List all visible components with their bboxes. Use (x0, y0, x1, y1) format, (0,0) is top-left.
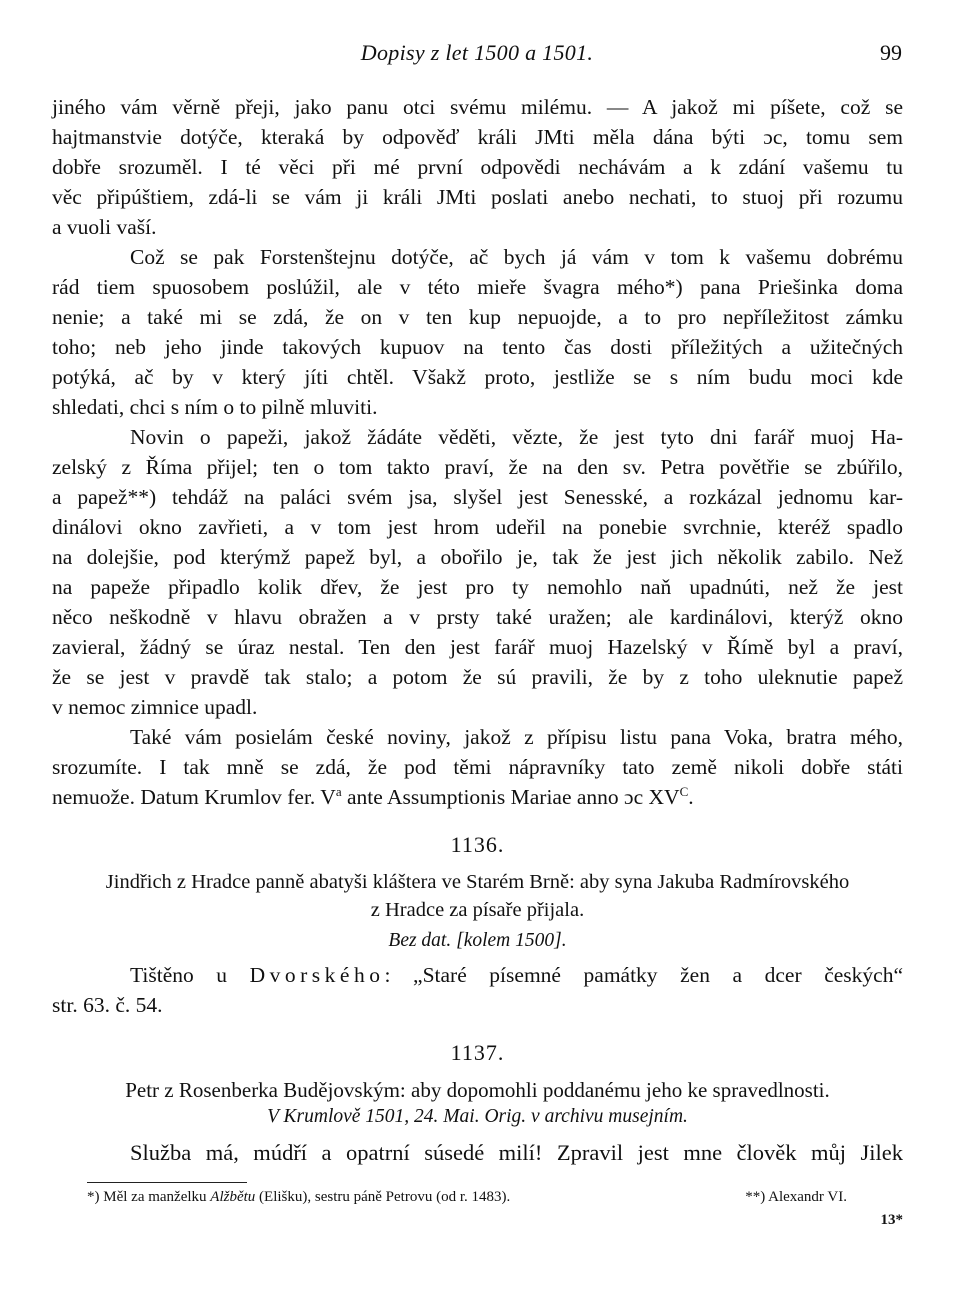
note-prefix: Tištěno u (130, 963, 250, 987)
text-line: nenie; a také mi se zdá, že on v ten kup nepuojde, a to pro nepříležitost zámku (52, 305, 903, 329)
page-header (52, 40, 902, 72)
text-line: srozumíte. I tak mně se zdá, že pod těmi nápravníky tato země nikoli dobře státi (52, 755, 903, 779)
footnote-2: **) Alexandr VI. (745, 1189, 847, 1205)
superscript: a (335, 783, 342, 799)
dated-closing-line (52, 782, 903, 812)
footnote-text: *) Měl za manželku (87, 1189, 211, 1205)
superscript: C (679, 783, 689, 799)
text-line: Což se pak Forstenštejnu dotýče, ač bych já vám v tom k vašemu dobrému (130, 245, 903, 269)
text-line: zavieral, žádný se úraz nestal. Ten den jest farář muoj Hazelský v Římě byl a praví, (52, 635, 903, 659)
paragraph-4 (52, 722, 903, 812)
paragraph-3 (52, 422, 903, 722)
text-line: rád tiem spuosobem poslúžil, ale v této mieře švagra mého*) pana Priešinka doma (52, 275, 903, 299)
title-line: z Hradce za písaře přijala. (370, 899, 585, 921)
footnote-1 (87, 1189, 510, 1205)
paragraph-2 (52, 242, 903, 422)
text-line: že se jest v pravdě tak stalo; a potom že sú pravili, že by z toho uleknutie papež (52, 665, 903, 689)
text-line: zelský z Říma přijel; ten o tom takto praví, že na den sv. Petra povětřie se zbúřilo, (52, 455, 903, 479)
paragraph-opening (52, 1138, 903, 1168)
text-line: v nemoc zimnice upadl. (52, 695, 258, 719)
printer-signature-mark: 13* (880, 1212, 903, 1228)
closing-text: nemuože. Datum Krumlov fer. V (52, 785, 336, 809)
running-title: Dopisy z let 1500 a 1501. (360, 40, 594, 65)
text-line: Služba má, múdří a opatrní súsedé milí! Zpravil jest mne člověk můj Jilek (130, 1140, 903, 1165)
footnote-rule (87, 1182, 247, 1183)
print-note (52, 960, 903, 1020)
closing-text: ante Assumptionis Mariae anno ɔc XV (341, 785, 680, 809)
footnote-text: (Elišku), sestru páně Petrovu (od r. 1483). (255, 1189, 511, 1205)
section-meta-1136: Bez dat. [kolem 1500]. (388, 930, 567, 951)
paragraph-1 (52, 92, 903, 242)
text-line: jiného vám věrně přeji, jako panu otci svému milému. — A jakož mi píšete, což se (52, 95, 903, 119)
letter-1135-body (52, 92, 903, 812)
page-number: 99 (880, 40, 902, 65)
section-title-1137: Petr z Rosenberka Budějovským: aby dopomohli poddanému jeho ke spravedlnosti. (125, 1078, 830, 1102)
section-meta-1137: V Krumlově 1501, 24. Mai. Orig. v archivu musejním. (267, 1106, 688, 1127)
text-line: a vuoli vaší. (52, 215, 157, 239)
text-line: dobře srozuměl. I té věci při mé první odpovědi nechávám a k zdání vašemu tu (52, 155, 903, 179)
text-line: hajtmanstvie dotýče, kteraká by odpověď králi JMti měla dána býti ɔc, tomu sem (52, 125, 903, 149)
footnote-name: Alžbětu (210, 1189, 256, 1205)
footnotes (87, 1186, 847, 1208)
text-line: věc připúštiem, zdá-li se vám ji králi JMti poslati anebo nechati, to stuoj při rozumu (52, 185, 903, 209)
text-line: str. 63. č. 54. (52, 993, 163, 1017)
text-line (52, 960, 903, 990)
letter-1137-opening (52, 1138, 903, 1168)
text-line: shledati, chci s ním o to pilně mluviti. (52, 395, 378, 419)
text-line: něco neškodně v hlavu obražen a v prsty také uražen; ale kardinálovi, kterýž okno (52, 605, 903, 629)
text-line: na dolejšie, pod kterýmž papež byl, a obořilo je, tak že jest jich několik zabilo. Než (52, 545, 903, 569)
text-line: Také vám posielám české noviny, jakož z přípisu listu pana Voka, bratra mého, (130, 725, 903, 749)
section-number-1137: 1137. (450, 1040, 505, 1065)
note-author: Dvorského (249, 963, 385, 987)
section-number-1136: 1136. (450, 832, 505, 857)
text-line: potýká, ač by v který jíti chtěl. Všakž proto, jestliže se s ním budu moci kde (52, 365, 903, 389)
text-line: dinálovi okno zavřieti, a v tom jest hrom udeřil na ponebie svrchnie, kteréž spadlo (52, 515, 903, 539)
text-line: Novin o papeži, jakož žádáte věděti, vězte, že jest tyto dni farář muoj Ha- (130, 425, 903, 449)
text-line: na papeže připadlo kolik dřev, že jest pro ty nemohlo naň upadnúti, než že jest (52, 575, 903, 599)
note-rest: : „Staré písemné památky žen a dcer českých“ (384, 963, 903, 987)
title-line: Jindřich z Hradce panně abatyši kláštera ve Starém Brně: aby syna Jakuba Radmírovského (105, 871, 850, 893)
text-line: a papež**) tehdáž na paláci svém jsa, slyšel jest Senesské, a rozkázal jednomu kar- (52, 485, 903, 509)
section-note-1136 (52, 960, 903, 1020)
closing-text: . (688, 785, 694, 809)
section-title-1136 (52, 868, 903, 924)
text-line: toho; neb jeho jinde takových kupuov na tento čas dosti příležitých a užitečných (52, 335, 903, 359)
